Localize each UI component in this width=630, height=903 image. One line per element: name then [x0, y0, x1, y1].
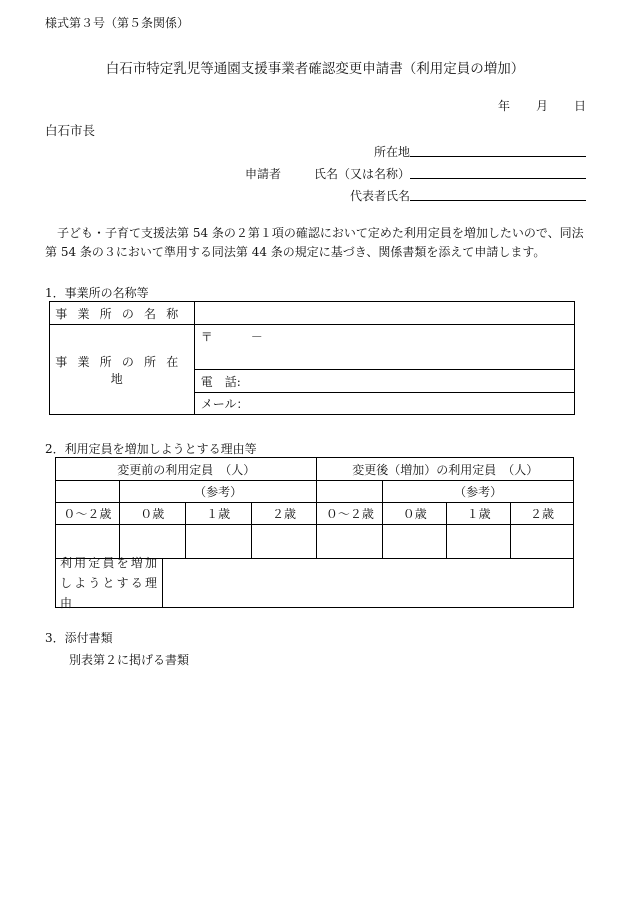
col-header-after-total: ０～２歳 — [317, 503, 383, 525]
after-blank-cell — [317, 481, 383, 503]
after-reference-label: （参考） — [383, 481, 574, 503]
office-name-label-cell — [50, 302, 195, 325]
body-paragraph: 子ども・子育て支援法第 54 条の２第１項の確認において定めた利用定員を増加したいので、同法第 54 条の３において準用する同法第 44 条の規定に基づき、関係書類を添えて申請します。 — [45, 226, 584, 259]
col-header-before-age2: ２歳 — [251, 503, 317, 525]
office-table — [49, 301, 575, 415]
before-header: 変更前の利用定員 （人） — [56, 458, 317, 481]
form-number: 様式第３号（第５条関係） — [45, 16, 190, 30]
before-blank-cell — [56, 481, 120, 503]
capacity-table — [55, 457, 574, 608]
name-field[interactable] — [410, 165, 586, 179]
value-after-age1[interactable] — [447, 525, 511, 559]
after-header: 変更後（増加）の利用定員 （人） — [317, 458, 574, 481]
before-reference-label: （参考） — [119, 481, 317, 503]
col-header-before-age1: １歳 — [185, 503, 251, 525]
office-email-field[interactable] — [194, 393, 574, 415]
attachment-item: 別表第２に掲げる書類 — [69, 653, 190, 667]
reason-label-line1: 利用定員を増加 — [60, 556, 160, 570]
section2-heading: 2．利用定員を増加しようとする理由等 — [45, 442, 257, 456]
reason-field[interactable] — [163, 559, 573, 607]
date-line — [498, 97, 586, 114]
section1-heading: 1．事業所の名称等 — [45, 286, 149, 300]
representative-field[interactable] — [410, 187, 586, 201]
office-name-field[interactable] — [194, 302, 574, 325]
reason-row — [56, 556, 574, 610]
address-label: 所在地 — [373, 145, 410, 159]
col-header-before-total: ０～２歳 — [56, 503, 120, 525]
value-after-total[interactable] — [317, 525, 383, 559]
page-title: 白石市特定乳児等通園支援事業者確認変更申請書（利用定員の増加） — [105, 61, 525, 77]
col-header-after-age0: ０歳 — [383, 503, 447, 525]
reason-label — [56, 556, 163, 610]
office-phone-field[interactable] — [194, 370, 574, 393]
date-month-label: 月 — [535, 99, 548, 113]
office-address-label-cell — [50, 325, 195, 415]
postal-dash: － — [250, 330, 263, 344]
col-header-after-age2: ２歳 — [511, 503, 574, 525]
applicant-label: 申請者 — [245, 167, 282, 181]
col-header-before-age0: ０歳 — [119, 503, 185, 525]
office-address-label: 事業所の所在地 — [55, 354, 189, 386]
col-header-after-age1: １歳 — [447, 503, 511, 525]
phone-label: 電 話: — [200, 374, 241, 389]
date-year-label: 年 — [497, 99, 510, 113]
office-name-label: 事業所の名称 — [55, 306, 189, 321]
section3-heading: 3．添付書類 — [45, 631, 113, 645]
value-before-age1[interactable] — [185, 525, 251, 559]
value-after-age2[interactable] — [511, 525, 574, 559]
postal-mark: 〒 — [200, 330, 213, 344]
address-field[interactable] — [410, 143, 586, 157]
date-day-label: 日 — [573, 99, 586, 113]
value-after-age0[interactable] — [383, 525, 447, 559]
addressee: 白石市長 — [45, 123, 96, 138]
email-label: メール： — [200, 397, 249, 411]
representative-label: 代表者氏名 — [349, 189, 410, 203]
value-before-age2[interactable] — [251, 525, 317, 559]
reason-label-line2: しようとする理由 — [60, 576, 160, 610]
office-postal-field[interactable] — [194, 325, 574, 370]
name-label: 氏名（又は名称） — [313, 167, 410, 181]
